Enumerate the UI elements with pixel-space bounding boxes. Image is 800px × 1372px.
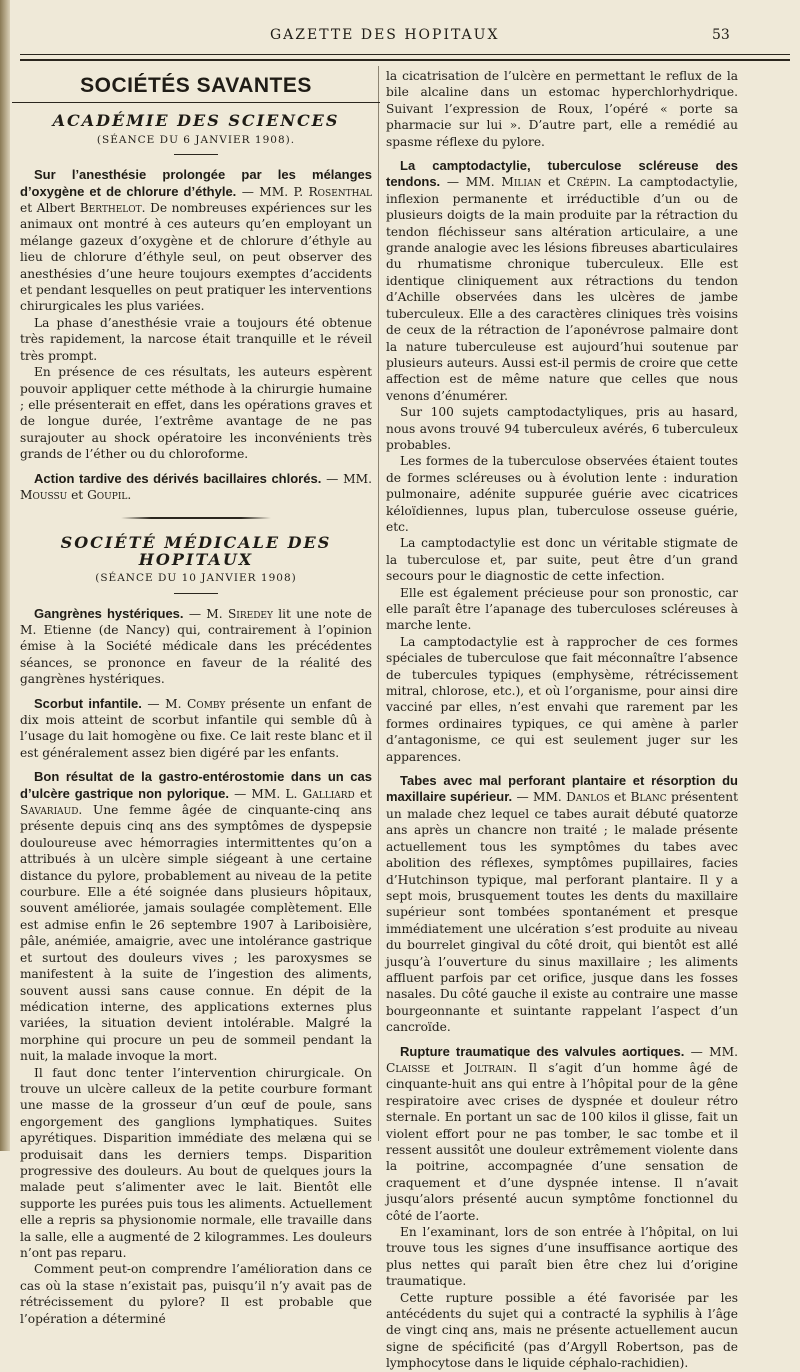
author-name: Moussu (20, 487, 68, 502)
continued-text: la cicatrisation de l’ulcère en permettant le reflux de la bile alcaline dans un estomac hyperchlorhydrique. Suivant l’expression de Roux, l’opéré « porte sa pharmacie sur lui ». D’autre part, elle a remédié au spasme réflexe du pylore. (386, 69, 738, 149)
authors-prefix: — MM. (684, 1044, 738, 1059)
punctuation: . (607, 175, 611, 190)
short-rule (174, 593, 218, 594)
authors-prefix: — MM. (440, 175, 502, 190)
author-name: Blanc (630, 790, 667, 805)
article-body: lit une note de M. Etienne (de Nancy) qui, contrairement à l’opinion émise à la Société médicale dans les précédentes séances, se prononce en faveur de la réalité des gangrènes hystériques. (20, 606, 372, 687)
article-paragraph: La camptodactylie est à rapprocher de ces formes spéciales de tuberculose que fait méconnaître l’absence de tubercules typiques (emphysème, rétrécissement mitral, chlorose, etc.), et où l’organisme, pour ainsi dire vacciné par elles, n’est envahi que rarement par les formes ordinaires typiques, ce qui amène à parler d’antagonisme, ce qui est seulement juger sur les apparences. (386, 634, 738, 764)
header-rule-thick (20, 59, 790, 61)
author-name: Galliard (302, 786, 355, 801)
article-title: Gangrènes hystériques. (34, 605, 184, 621)
academy-heading: ACADÉMIE DES SCIENCES (52, 111, 340, 131)
article-gangrenes (20, 606, 372, 688)
punctuation: . (127, 487, 132, 502)
author-name: Berthelot (79, 201, 142, 216)
article-title: Scorbut infantile. (34, 695, 142, 711)
article-gastro-enterostomie (20, 769, 372, 1327)
authors-prefix: — MM. P. (236, 184, 309, 199)
article-body: De nombreuses expériences sur les animaux ont montré à ces auteurs qu’en employant un mélange gazeux d’oxygène et de chlorure d’éthyle au lieu de chlorure d’éthyle seul, on peut observer des anesthésies d’une heure toujours exemptes d’accidents et pendant lesquelles on peut pratiquer les interventions chirurgicales les plus variées. (20, 201, 373, 314)
authors-join: et (541, 175, 567, 190)
article-paragraph: Comment peut-on comprendre l’amélioration dans ce cas où la stase n’existait pas, puisqu’il n’y avait pas de rétrécissement du pylore? Il est probable que l’opération a déterminé (20, 1262, 372, 1326)
column-divider (378, 66, 379, 1141)
author-name: Milian (501, 175, 542, 190)
page-spine-shadow (0, 0, 10, 1151)
short-rule (174, 154, 218, 155)
journal-title: GAZETTE DES HOPITAUX (270, 27, 500, 43)
article-title: Action tardive des dérivés bacillaires chlorés. (34, 470, 322, 486)
author-name: Siredey (227, 606, 273, 621)
author-name: Savariaud (20, 803, 79, 818)
authors-prefix: — MM. (321, 471, 372, 486)
article-body: présentent un malade chez lequel ce tabes aurait débuté quatorze ans après un chancre non traité ; le malade présente actuellement tous les symptômes du tabes avec abolition des réflexes, symptômes pupillaires, facies d’Hutchinson typique, mal perforant plantaire. Il y a sept mois, brusquement toutes les dents du maxillaire supérieur sont tombées spontanément et presque immédiatement une ulcération s’est produite au niveau du bourrelet gingival du côté droit, qui bientôt est allé jusqu’à l’ouverture du sinus maxillaire ; les aliments affluent parfois par cet orifice, jusque dans les fosses nasales. Du côté gauche il existe au contraire une masse bourgeonnante et suintante rappelant l’aspect d’un cancroïde. (386, 790, 739, 1035)
article-title: La camptodactylie, tuberculose scléreuse des tendons. (386, 158, 738, 190)
article-paragraph: La camptodactylie est donc un véritable stigmate de la tuberculose et, par suite, peut être d’un grand secours pour le diagnostic de cette infection. (386, 536, 738, 584)
punctuation: . (78, 803, 83, 818)
article-paragraph: En présence de ces résultats, les auteurs espèrent pouvoir appliquer cette méthode à la chirurgie humaine ; elle présenterait en effet, dans les opérations graves et de longue durée, l’extrême avantage de ne pas surajouter au shock opératoire les inconvénients très grands de l’éther ou du chloroforme. (20, 365, 372, 462)
article-tabes (386, 773, 738, 1036)
article-paragraph: Sur 100 sujets camptodactyliques, pris au hasard, nous avons trouvé 94 tuberculeux avérés, 6 tuberculeux probables. (386, 405, 738, 452)
article-title: Sur l’anesthésie prolongée par les mélanges d’oxygène et de chlorure d’éthyle. (20, 167, 372, 199)
article-paragraph: La phase d’anesthésie vraie a toujours été obtenue très rapidement, la narcose était tranquille et le réveil très prompt. (20, 315, 372, 363)
article-paragraph: Les formes de la tuberculose observées étaient toutes de formes scléreuses ou à évolution lente : induration pulmonaire, adénite suppurée guérie avec cicatrices kéloïdiennes, lupus plan, tuberculose osseuse guérie, etc. (386, 454, 738, 534)
author-name: Goupil (87, 487, 128, 502)
article-action-tardive (20, 471, 372, 504)
article-paragraph: En l’examinant, lors de son entrée à l’hôpital, on lui trouve tous les signes d’une insuffisance aortique des plus nettes qui paraît bien être chez lui d’origine traumatique. (386, 1225, 738, 1289)
authors-join: et (609, 790, 631, 805)
author-name: Claisse (386, 1060, 431, 1075)
punctuation: . (141, 201, 146, 216)
article-title: Bon résultat de la gastro-entérostomie dans un cas d’ulcère gastrique non pylorique. (20, 769, 372, 801)
authors-join: et Albert (20, 201, 80, 216)
society-seance: (SÉANCE DU 10 JANVIER 1908) (95, 572, 297, 585)
authors-prefix: — MM. L. (228, 786, 303, 801)
right-column (386, 68, 738, 1372)
authors-prefix: — M. (141, 696, 187, 711)
header-rule (20, 54, 790, 55)
author-name: Danlos (566, 790, 610, 805)
article-rupture-aortique (386, 1044, 738, 1372)
academy-seance: (SÉANCE DU 6 JANVIER 1908). (96, 133, 296, 146)
article-camptodactylie (386, 158, 738, 765)
article-body: Il s’agit d’un homme âgé de cinquante-huit ans qui entre à l’hôpital pour de la gêne respiratoire avec crises de dyspnée et douleur rétro sternale. En portant un sac de 100 kilos il glisse, fait un violent effort pour ne pas tomber, le sac tombe et il ressent aussitôt une douleur extrêmement violente dans la poitrine, accompagnée d’une sensation de craquement et d’une dyspnée intense. Il n’avait jusqu’alors présenté aucun symptôme fonctionnel du côté de l’aorte. (386, 1060, 738, 1223)
article-paragraph: Il faut donc tenter l’intervention chirurgicale. On trouve un ulcère calleux de la petite courbure formant une masse de la grosseur d’un œuf de poule, sans engorgement des ganglions lymphatiques. Suites apyrétiques. Disparition immédiate des melæna qui se produisait dans les derniers temps. Disparition progressive des douleurs. Au bout de quelques jours la malade peut s’alimenter avec le lait. Bientôt elle supporte les purées puis tous les aliments. Actuellement elle a repris sa physionomie normale, elle travaille dans la salle, elle a augmenté de 2 kilogrammes. Les douleurs n’ont pas reparu. (20, 1065, 372, 1260)
page-number: 53 (712, 27, 730, 43)
article-title: Rupture traumatique des valvules aortiques. (400, 1043, 685, 1059)
author-name: Comby (186, 696, 226, 711)
author-name: Crépin (566, 175, 608, 190)
article-body: Une femme âgée de cinquante-cinq ans présente depuis cinq ans des symptômes de dyspepsie douloureuse avec hémorragies intermittentes qu’on a attribués à un ulcère simple siégeant à une certaine distance du pylore, probablement au niveau de la petite courbure. Elle a été soignée dans plusieurs hôpitaux, souvent améliorée, jamais soulagée complètement. Elle est admise enfin le 26 septembre 1907 à Lariboisière, pâle, anémiée, amaigrie, avec une intolérance gastrique et surtout des douleurs vives ; les paroxysmes se manifestent à la suite de l’ingestion des aliments, souvent aussi sans cause connue. En dépit de la médication interne, des applications externes plus variées, la situation devient intolérable. Malgré la morphine qui procure un peu de sommeil pendant la nuit, la malade invoque la mort. (20, 803, 372, 1064)
left-column (20, 68, 372, 1327)
article-scorbut (20, 696, 372, 762)
section-title: SOCIÉTÉS SAVANTES (80, 74, 312, 97)
society-heading: SOCIÉTÉ MÉDICALE DES HOPITAUX (60, 533, 332, 569)
article-body: La camptodactylie, inflexion permanente et irréductible d’un ou de plusieurs doigts de la main produite par la rétraction du tendon fléchisseur sans altération articulaire, a une grande analogie avec les lésions fibreuses abarticulaires du rhumatisme chronique tuberculeux. Elle est identique cliniquement aux rétractions du tendon d’Achille observées dans les ulcères de jambe tuberculeux. Elle a des caractères cliniques très voisins de ceux de la rétraction de l’aponévrose palmaire dont la nature tuberculeuse est aujourd’hui soutenue par plusieurs auteurs. Aussi est-il permis de croire que cette affection est de même nature que celles que nous venons d’énumérer. (386, 175, 738, 403)
article-anesthesie (20, 167, 372, 462)
article-title: Tabes avec mal perforant plantaire et résorption du maxillaire supérieur. (386, 773, 738, 805)
authors-join: et (67, 487, 88, 502)
authors-join: et (354, 786, 372, 801)
author-name: Rosenthal (308, 184, 372, 199)
running-head (0, 27, 800, 47)
article-body: présente un enfant de dix mois atteint de scorbut infantile qui semble dû à l’usage du lait homogène ou fixe. Ce lait reste blanc et il est généralement assez bien digéré par les enfants. (20, 696, 373, 760)
authors-join: et (430, 1060, 465, 1075)
section-rule (12, 102, 380, 103)
authors-prefix: — MM. (512, 790, 567, 805)
ornamental-divider (121, 517, 271, 519)
punctuation: . (513, 1060, 518, 1075)
author-name: Joltrain (464, 1060, 514, 1075)
authors-prefix: — M. (183, 606, 228, 621)
article-paragraph: Cette rupture possible a été favorisée par les antécédents du sujet qui a contracté la syphilis à l’âge de vingt cinq ans, mais ne présente actuellement aucun signe de spécificité (pas d’Argyll Robertson, pas de lymphocytose dans le liquide céphalo-rachidien). (386, 1290, 738, 1371)
article-paragraph: Elle est également précieuse pour son pronostic, car elle paraît être l’apanage des tuberculoses scléreuses à marche lente. (386, 585, 738, 633)
